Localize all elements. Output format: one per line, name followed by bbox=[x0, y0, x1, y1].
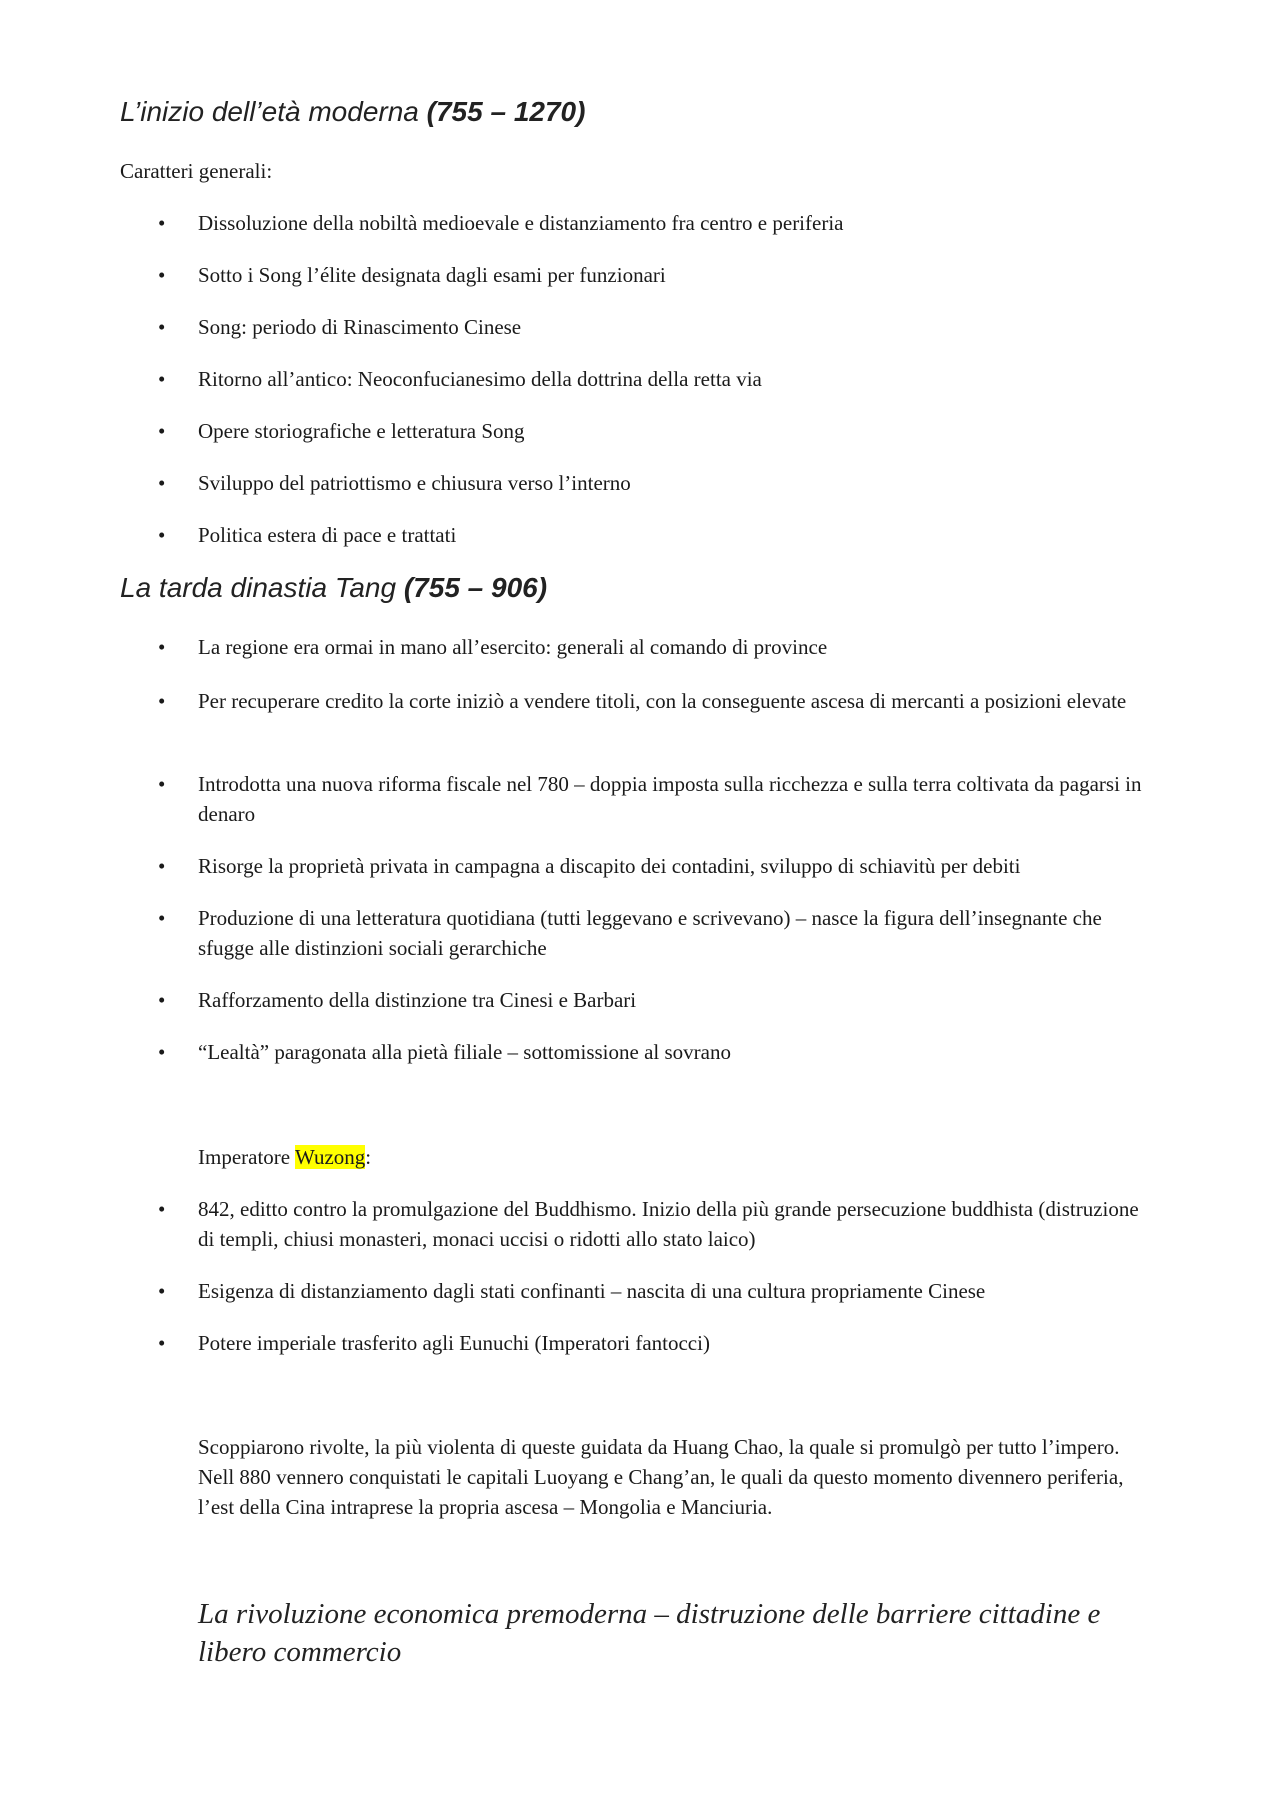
bullet-icon: • bbox=[158, 1331, 166, 1355]
emperor-name-highlight: Wuzong bbox=[294, 1145, 366, 1169]
list-item-text: Potere imperiale trasferito agli Eunuchi (Imperatori fantocci) bbox=[198, 1331, 710, 1355]
list-item-text: Produzione di una letteratura quotidiana (tutti leggevano e scrivevano) – nasce la figura dell’insegnante che sfugge alle distinzioni sociali gerarchiche bbox=[198, 906, 1102, 960]
list-item-text: Introdotta una nuova riforma fiscale nel 780 – doppia imposta sulla ricchezza e sulla terra coltivata da pagarsi in denaro bbox=[198, 772, 1142, 826]
body-paragraph: Scoppiarono rivolte, la più violenta di queste guidata da Huang Chao, la quale si promulgò per tutto l’impero. Nell 880 vennero conquistati le capitali Luoyang e Chang’an, le quali da questo momento divennero periferia, l’est della Cina intraprese la propria ascesa – Mongolia e Manciuria. bbox=[198, 1435, 1124, 1519]
bullet-icon: • bbox=[158, 367, 166, 391]
heading-dates: (755 – 906) bbox=[403, 572, 548, 603]
bullet-icon: • bbox=[158, 523, 166, 547]
emperor-suffix: : bbox=[365, 1145, 372, 1169]
heading-dates: (755 – 1270) bbox=[426, 96, 586, 127]
bullet-icon: • bbox=[158, 419, 166, 443]
bullet-icon: • bbox=[158, 211, 166, 235]
list-item-text: Per recuperare credito la corte iniziò a vendere titoli, con la conseguente ascesa di mercanti a posizioni elevate bbox=[198, 689, 1127, 713]
list-item-text: “Lealtà” paragonata alla pietà filiale – sottomissione al sovrano bbox=[198, 1040, 731, 1064]
bullet-icon: • bbox=[158, 988, 166, 1012]
bullet-icon: • bbox=[158, 906, 166, 930]
bullet-icon: • bbox=[158, 689, 166, 713]
bullet-icon: • bbox=[158, 1279, 166, 1303]
section-heading-2 bbox=[120, 572, 547, 604]
bullet-icon: • bbox=[158, 1197, 166, 1221]
list-item-text: Song: periodo di Rinascimento Cinese bbox=[198, 315, 522, 339]
heading-title: L’inizio dell’età moderna bbox=[120, 96, 427, 127]
intro-label: Caratteri generali: bbox=[120, 159, 273, 183]
emperor-prefix: Imperatore bbox=[198, 1145, 295, 1169]
bullet-icon: • bbox=[158, 772, 166, 796]
bullet-icon: • bbox=[158, 854, 166, 878]
bullet-icon: • bbox=[158, 315, 166, 339]
list-item-text: Dissoluzione della nobiltà medioevale e distanziamento fra centro e periferia bbox=[198, 211, 844, 235]
list-item-text: Sviluppo del patriottismo e chiusura verso l’interno bbox=[198, 471, 631, 495]
bullet-icon: • bbox=[158, 471, 166, 495]
list-item-text: Opere storiografiche e letteratura Song bbox=[198, 419, 525, 443]
bullet-icon: • bbox=[158, 1040, 166, 1064]
bullet-icon: • bbox=[158, 635, 166, 659]
list-item-text: La regione era ormai in mano all’esercito: generali al comando di province bbox=[198, 635, 828, 659]
emperor-label bbox=[198, 1142, 371, 1172]
list-item-text: Esigenza di distanziamento dagli stati confinanti – nascita di una cultura propriamente Cinese bbox=[198, 1279, 986, 1303]
list-item-text: Ritorno all’antico: Neoconfucianesimo della dottrina della retta via bbox=[198, 367, 762, 391]
list-item-text: 842, editto contro la promulgazione del Buddhismo. Inizio della più grande persecuzione buddhista (distruzione di templi, chiusi monasteri, monaci uccisi o ridotti allo stato laico) bbox=[198, 1197, 1139, 1251]
heading-title: La tarda dinastia Tang bbox=[120, 572, 404, 603]
bullet-icon: • bbox=[158, 263, 166, 287]
list-item-text: Politica estera di pace e trattati bbox=[198, 523, 457, 547]
list-item-text: Sotto i Song l’élite designata dagli esami per funzionari bbox=[198, 263, 666, 287]
list-item-text: Rafforzamento della distinzione tra Cinesi e Barbari bbox=[198, 988, 637, 1012]
list-item-text: Risorge la proprietà privata in campagna a discapito dei contadini, sviluppo di schiavitù per debiti bbox=[198, 854, 1021, 878]
section-heading-3: La rivoluzione economica premoderna – distruzione delle barriere cittadine e libero commercio bbox=[198, 1598, 1101, 1668]
section-heading-1 bbox=[120, 96, 585, 128]
